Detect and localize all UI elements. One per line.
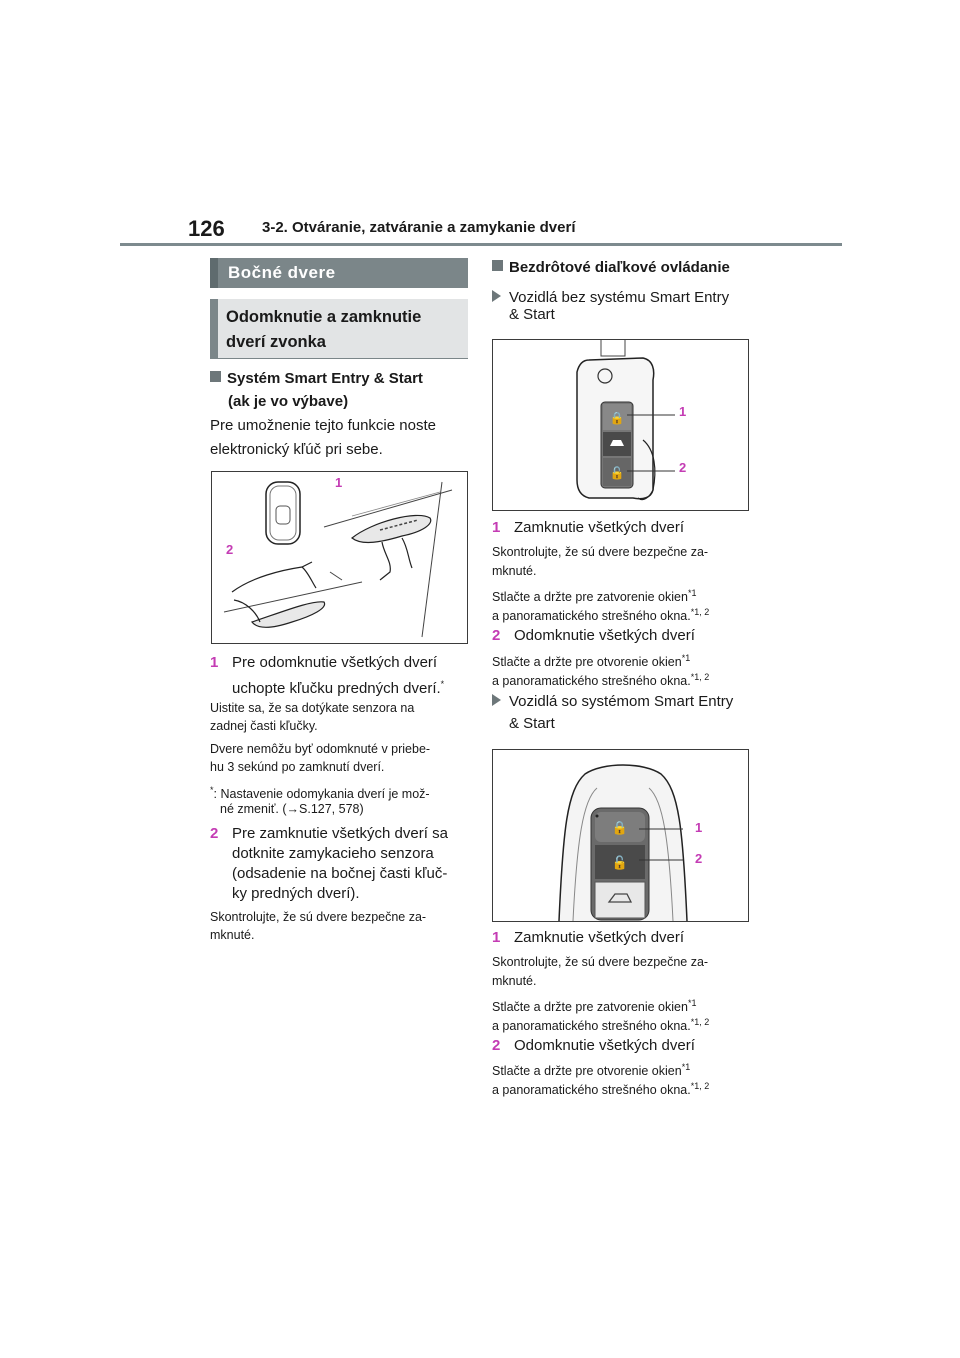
a-step-2: 2 Odomknutie všetkých dverí (492, 627, 695, 644)
section-banner (210, 258, 468, 288)
banner-title: Bočné dvere (228, 263, 336, 282)
door-handle-illustration (212, 472, 467, 643)
b-note-2-line-2: a panoramatického strešného okna.$^{*1, 2}$ (492, 1017, 710, 1034)
subheading-1-line-1: Vozidlá bez systému Smart Entry (492, 286, 729, 310)
svg-text:🔓: 🔓 (611, 856, 629, 871)
a-step-1: 1 Zamknutie všetkých dverí (492, 519, 685, 536)
flip-key-figure (492, 339, 749, 511)
a-note-3-line-1: Stlačte a držte pre otvorenie okien$^{*1}$ (492, 653, 691, 670)
b-note-1-line-2: mknuté. (492, 974, 537, 988)
smart-key-figure (492, 749, 749, 922)
callout-2: 2 (679, 460, 687, 475)
a-note-2-line-2: a panoramatického strešného okna.$^{*1, 2}$ (492, 607, 710, 624)
triangle-bullet-icon (492, 290, 501, 302)
header-rule (120, 243, 842, 246)
smart-key-illustration (493, 750, 748, 921)
step-1-line-1: 1 Pre odomknutie všetkých dverí (210, 654, 438, 671)
step-2-line-3: (odsadenie na bočnej časti kľuč- (232, 865, 448, 882)
b-step-1: 1 Zamknutie všetkých dverí (492, 929, 685, 946)
svg-text:🔒: 🔒 (611, 821, 629, 836)
b-note-2-line-1: Stlačte a držte pre zatvorenie okien$^{*1}$ (492, 998, 697, 1015)
subheading-2-line-2: & Start (509, 715, 555, 732)
footnote-line-1: *: Nastavenie odomykania dverí je mož- (210, 785, 430, 802)
a-note-2-line-1: Stlačte a držte pre zatvorenie okien$^{*1}$ (492, 588, 697, 605)
step-number: 2 (492, 627, 501, 644)
callout-2: 2 (695, 851, 703, 866)
subbanner-title: Odomknutie a zamknutie dverí zvonka (226, 308, 422, 351)
flip-key-illustration (493, 340, 748, 510)
step-2-line-1: 2 Pre zamknutie všetkých dverí sa (210, 825, 448, 842)
subheading-1-line-2: & Start (509, 306, 555, 323)
page-number: 126 (188, 216, 225, 241)
b-note-1-line-1: Skontrolujte, že sú dvere bezpečne za- (492, 955, 709, 969)
a-note-3-line-2: a panoramatického strešného okna.$^{*1, 2}$ (492, 672, 710, 689)
note-2-line-2: hu 3 sekúnd po zamknutí dverí. (210, 760, 385, 774)
b-step-2: 2 Odomknutie všetkých dverí (492, 1037, 695, 1054)
step-number: 2 (210, 825, 219, 842)
svg-text:🔓: 🔓 (609, 466, 625, 480)
svg-text:🔒: 🔒 (609, 411, 625, 425)
note-2-line-1: Dvere nemôžu byť odomknuté v priebe- (210, 742, 431, 756)
callout-2: 2 (226, 542, 234, 557)
step-number: 1 (210, 654, 219, 671)
step-number: 1 (492, 519, 501, 536)
a-note-1-line-2: mknuté. (492, 564, 537, 578)
note-1-line-2: zadnej časti kľučky. (210, 719, 318, 733)
step-1-line-2: uchopte kľučku predných dverí.* (232, 679, 445, 697)
note-1-line-1: Uistite sa, že sa dotýkate senzora na (210, 701, 415, 715)
footnote-line-2: né zmeniť. (→S.127, 578) (220, 802, 364, 816)
step-number: 1 (492, 929, 501, 946)
remote-heading: Bezdrôtové diaľkové ovládanie (492, 256, 730, 280)
intro-line-2: elektronický kľúč pri sebe. (210, 441, 383, 458)
intro-line-1: Pre umožnenie tejto funkcie noste (210, 417, 436, 434)
square-bullet-icon (210, 371, 221, 382)
b-note-3-line-1: Stlačte a držte pre otvorenie okien$^{*1}$ (492, 1062, 691, 1079)
smart-entry-heading-2: (ak je vo výbave) (228, 393, 349, 410)
callout-1: 1 (679, 404, 687, 419)
step-2-line-2: dotknite zamykacieho senzora (232, 845, 434, 862)
step-number: 2 (492, 1037, 501, 1054)
step-2-line-4: ky predných dverí). (232, 885, 360, 902)
callout-1: 1 (695, 820, 703, 835)
b-note-3-line-2: a panoramatického strešného okna.$^{*1, 2}$ (492, 1081, 710, 1098)
note-3-line-2: mknuté. (210, 928, 255, 942)
subsection-banner (210, 299, 468, 359)
note-3-line-1: Skontrolujte, že sú dvere bezpečne za- (210, 910, 427, 924)
a-note-1-line-1: Skontrolujte, že sú dvere bezpečne za- (492, 545, 709, 559)
section-title: 3-2. Otváranie, zatváranie a zamykanie dverí (262, 219, 576, 236)
callout-1: 1 (335, 475, 343, 490)
subheading-2-line-1: Vozidlá so systémom Smart Entry (492, 690, 733, 714)
square-bullet-icon (492, 260, 503, 271)
smart-entry-heading: Systém Smart Entry & Start (210, 367, 423, 391)
door-handle-figure (211, 471, 468, 644)
footnote-marker: * (440, 679, 445, 689)
triangle-bullet-icon (492, 694, 501, 706)
